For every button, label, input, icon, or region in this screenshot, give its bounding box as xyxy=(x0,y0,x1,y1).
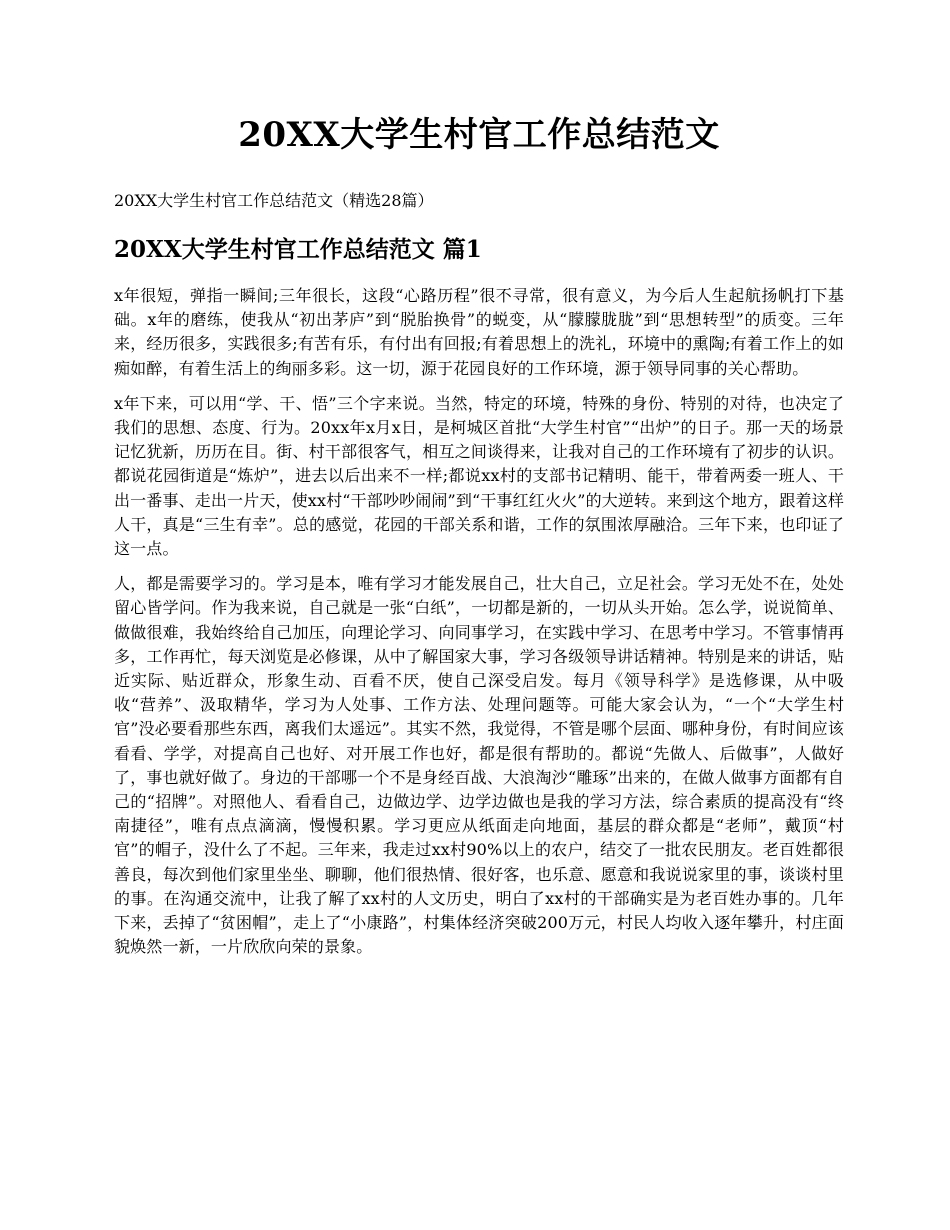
paragraph-3: 人，都是需要学习的。学习是本，唯有学习才能发展自己，壮大自己，立足社会。学习无处不在，处处留心皆学问。作为我来说，自己就是一张“白纸”，一切都是新的，一切从头开始。怎么学，说说简单、做做很难，我始终给自己加压，向理论学习、向同事学习，在实践中学习、在思考中学习。不管事情再多，工作再忙，每天浏览是必修课，从中了解国家大事，学习各级领导讲话精神。特别是来的讲话，贴近实际、贴近群众，形象生动、百看不厌，使自己深受启发。每月《领导科学》是选修课，从中吸收“营养”、汲取精华，学习为人处事、工作方法、处理问题等。可能大家会认为，“一个“大学生村官”没必要看那些东西，离我们太遥远”。其实不然，我觉得，不管是哪个层面、哪种身份，有时间应该看看、学学，对提高自己也好、对开展工作也好，都是很有帮助的。都说“先做人、后做事”，人做好了，事也就好做了。身边的干部哪一个不是身经百战、大浪淘沙“雕琢”出来的，在做人做事方面都有自己的“招牌”。对照他人、看看自己，边做边学、边学边做也是我的学习方法，综合素质的提高没有“终南捷径”，唯有点点滴滴，慢慢积累。学习更应从纸面走向地面，基层的群众都是“老师”，戴顶“村官”的帽子，没什么了不起。三年来，我走过xx村90%以上的农户，结交了一批农民朋友。老百姓都很善良，每次到他们家里坐坐、聊聊，他们很热情、很好客，也乐意、愿意和我说说家里的事，谈谈村里的事。在沟通交流中，让我了解了xx村的人文历史，明白了xx村的干部确实是为老百姓办事的。几年下来，丢掉了“贫困帽”，走上了“小康路”，村集体经济突破200万元，村民人均收入逐年攀升，村庄面貌焕然一新，一片欣欣向荣的景象。 xyxy=(114,574,844,957)
paragraph-1: x年很短，弹指一瞬间;三年很长，这段“心路历程”很不寻常，很有意义，为今后人生起航扬帆打下基础。x年的磨练，使我从“初出茅庐”到“脱胎换骨”的蜕变，从“朦朦胧胧”到“思想转型”的质变。三年来，经历很多，实践很多;有苦有乐，有付出有回报;有着思想上的洗礼，环境中的熏陶;有着工作上的如痴如醉，有着生活上的绚丽多彩。这一切，源于花园良好的工作环境，源于领导同事的关心帮助。 xyxy=(114,286,844,378)
document-subtitle: 20XX大学生村官工作总结范文（精选28篇） xyxy=(114,191,434,210)
paragraph-2: x年下来，可以用“学、干、悟”三个字来说。当然，特定的环境，特殊的身份、特别的对待，也决定了我们的思想、态度、行为。20xx年x月x日，是柯城区首批“大学生村官”“出炉”的日子。那一天的场景记忆犹新，历历在目。街、村干部很客气，相互之间谈得来，让我对自己的工作环境有了初步的认识。都说花园街道是“炼炉”，进去以后出来不一样;都说xx村的支部书记精明、能干，带着两委一班人、干出一番事、走出一片天，使xx村“干部吵吵闹闹”到“干事红红火火”的大逆转。来到这个地方，跟着这样人干，真是“三生有幸”。总的感觉，花园的干部关系和谐，工作的氛围浓厚融洽。三年下来，也印证了这一点。 xyxy=(114,393,844,559)
section-1 xyxy=(114,234,844,959)
document-title: 20XX大学生村官工作总结范文 xyxy=(238,115,720,155)
document-page xyxy=(114,112,844,970)
section-heading: 20XX大学生村官工作总结范文 篇1 xyxy=(114,236,482,263)
